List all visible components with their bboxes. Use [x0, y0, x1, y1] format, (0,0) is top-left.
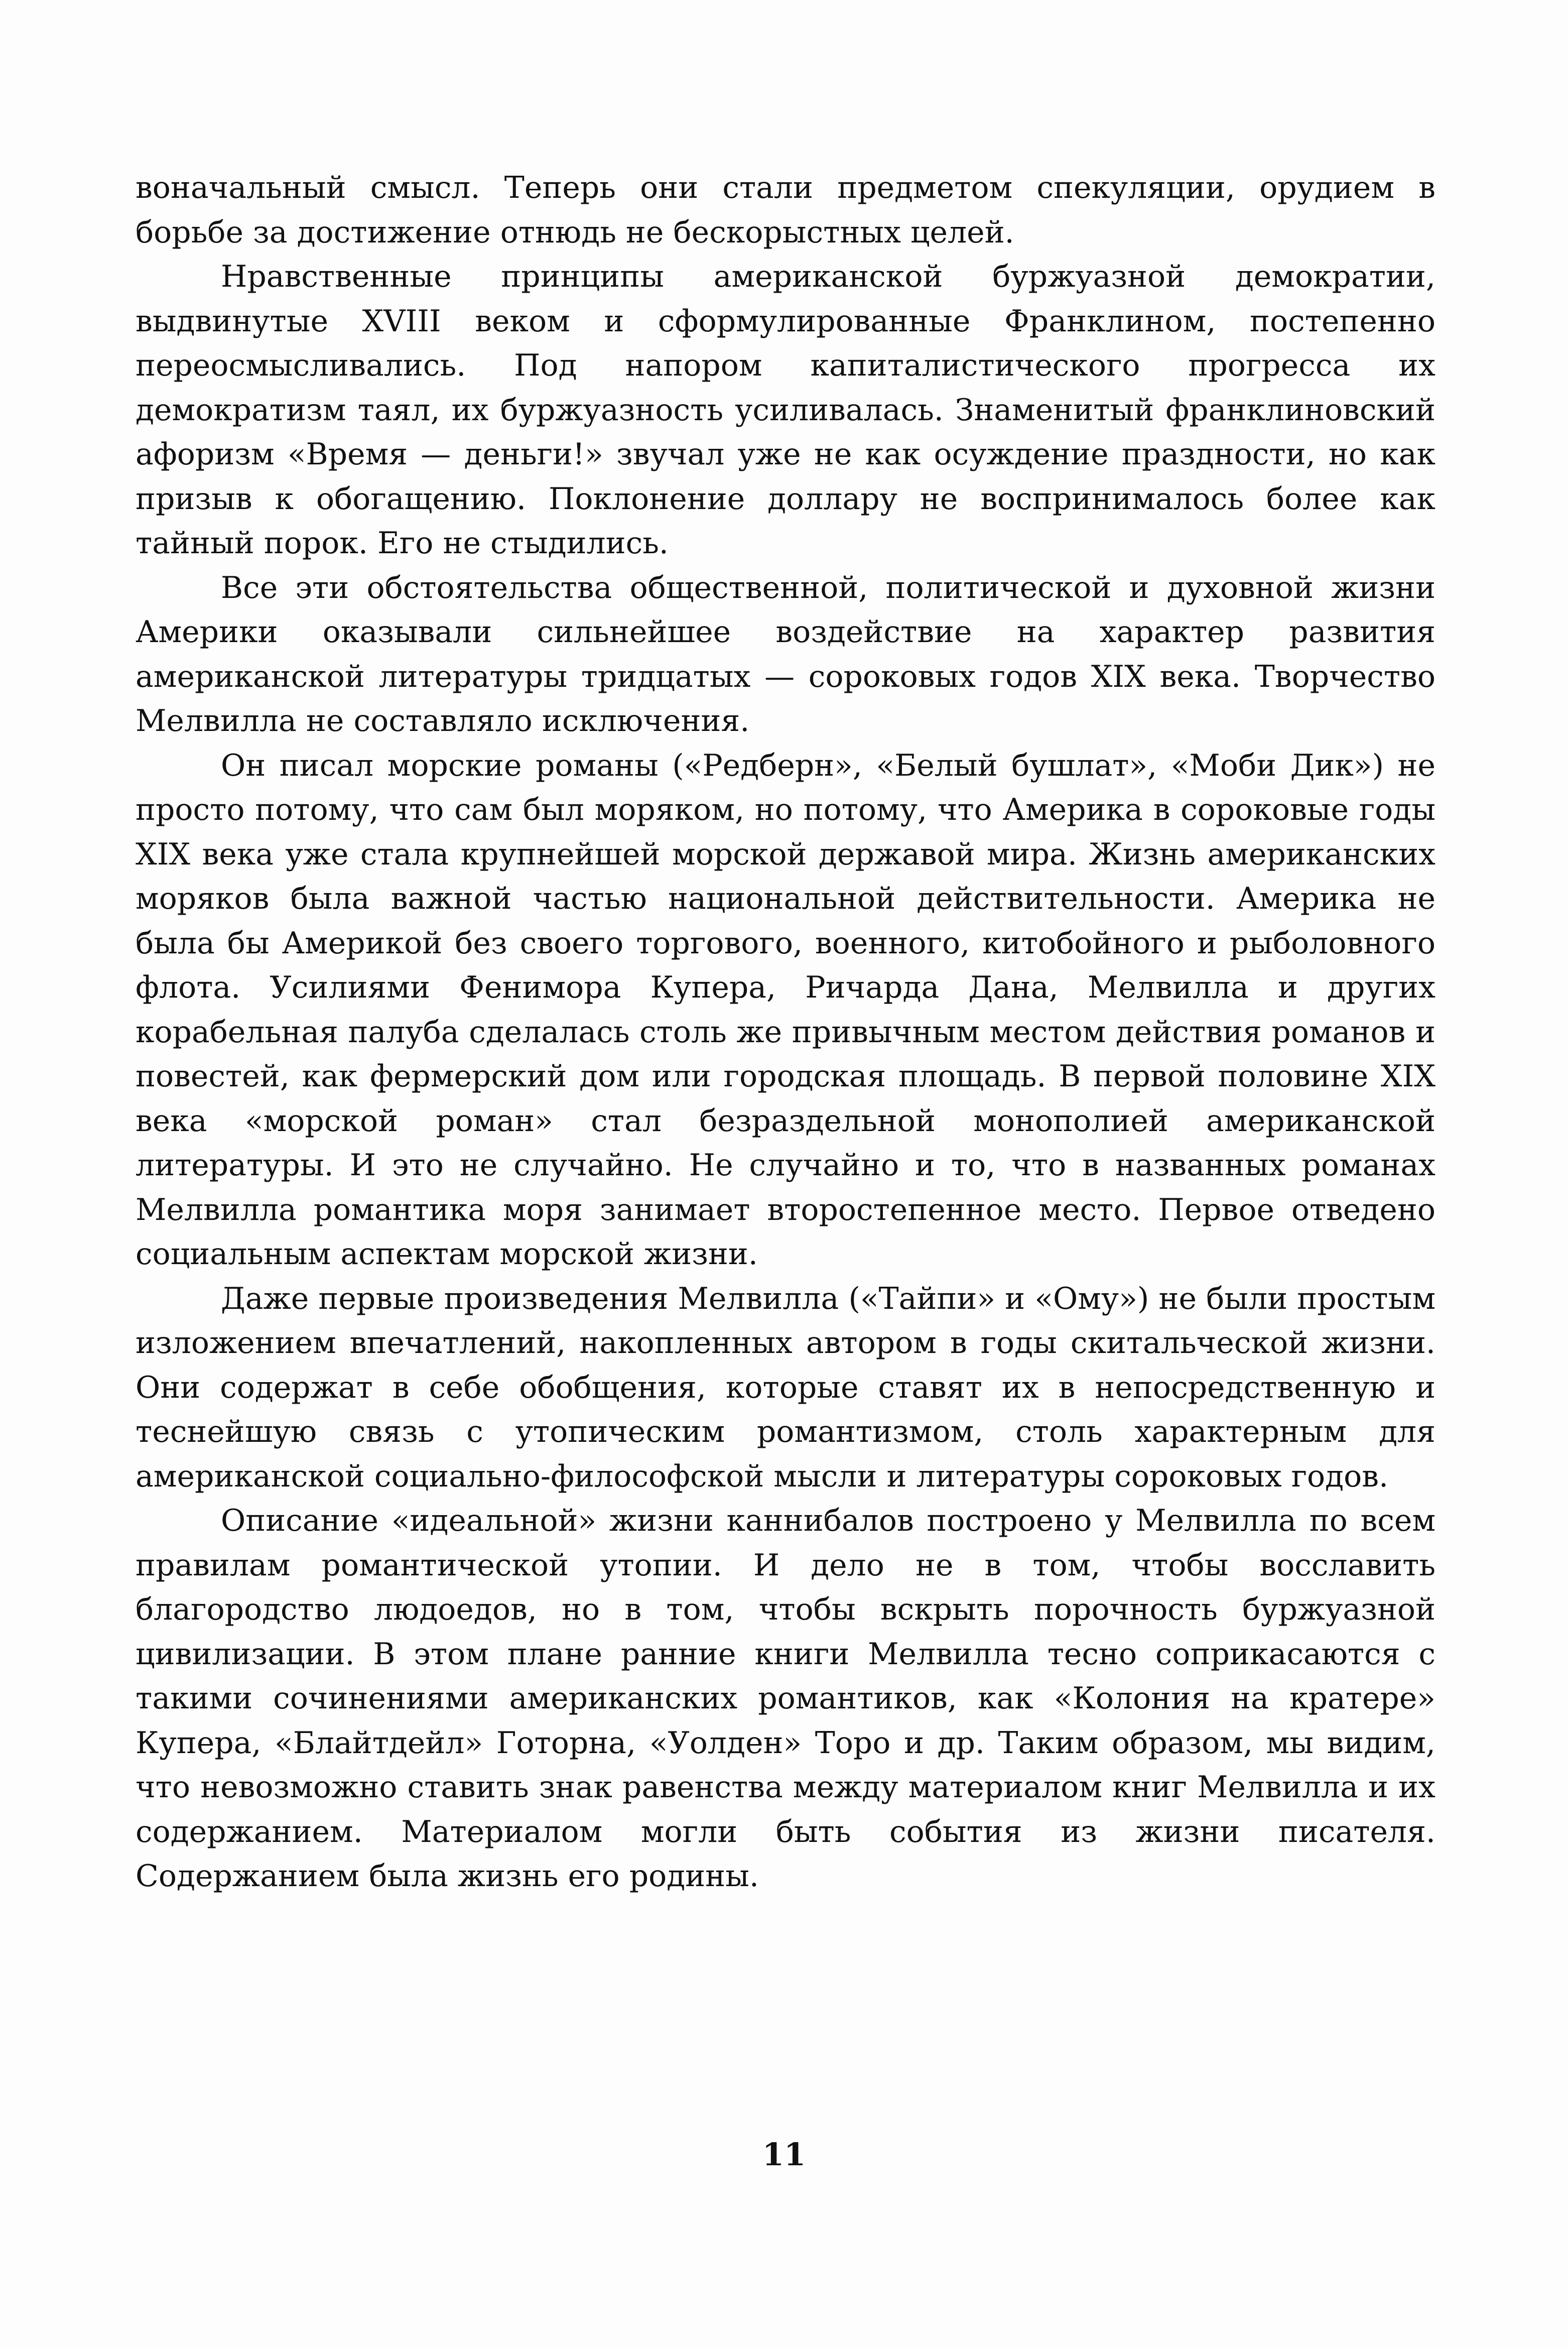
body-text [136, 166, 1435, 1899]
paragraph-6: Описание «идеальной» жизни каннибалов построено у Мелвилла по всем правилам романтической утопии. И дело не в том, чтобы восславить благородство людоедов, но в том, чтобы вскрыть порочность буржуазной цивилизации. В этом плане ранние книги Мелвилла тесно соприкасаются с такими сочинениями американских романтиков, как «Колония на кратере» Купера, «Блайтдейл» Готорна, «Уолден» Торо и др. Таким образом, мы видим, что невозможно ставить знак равенства между материалом книг Мелвилла и их содержанием. Материалом могли быть события из жизни писателя. Содержанием была жизнь его родины. [136, 1503, 1435, 1894]
paragraph-3: Все эти обстоятельства общественной, политической и духовной жизни Америки оказывали сильнейшее воздействие на характер развития американской литературы тридцатых — сороковых годов XIX века. Творчество Мелвилла не составляло исключения. [136, 570, 1435, 738]
page-number: 11 [762, 2136, 806, 2173]
paragraph-4: Он писал морские романы («Редберн», «Белый бушлат», «Моби Дик») не просто потому, что сам был моряком, но потому, что Америка в сороковые годы XIX века уже стала крупнейшей морской державой мира. Жизнь американских моряков была важной частью национальной действительности. Америка не была бы Америкой без своего торгового, военного, китобойного и рыболовного флота. Усилиями Фенимора Купера, Ричарда Дана, Мелвилла и других корабельная палуба сделалась столь же привычным местом действия романов и повестей, как фермерский дом или городская площадь. В первой половине XIX века «морской роман» стал безраздельной монополией американской литературы. И это не случайно. Не случайно и то, что в названных романах Мелвилла романтика моря занимает второстепенное место. Первое отведено социальным аспектам морской жизни. [136, 748, 1435, 1272]
paragraph-5: Даже первые произведения Мелвилла («Тайпи» и «Ому») не были простым изложением впечатлений, накопленных автором в годы скитальческой жизни. Они содержат в себе обобщения, которые ставят их в непосредственную и теснейшую связь с утопическим романтизмом, столь характерным для американской социально-философской мысли и литературы сороковых годов. [136, 1281, 1435, 1494]
paragraph-2: Нравственные принципы американской буржуазной демократии, выдвинутые XVIII веком и сформулированные Франклином, постепенно переосмысливались. Под напором капиталистического прогресса их демократизм таял, их буржуазность усиливалась. Знаменитый франклиновский афоризм «Время — деньги!» звучал уже не как осуждение праздности, но как призыв к обогащению. Поклонение доллару не воспринималось более как тайный порок. Его не стыдились. [136, 259, 1435, 561]
paragraph-1: воначальный смысл. Теперь они стали предметом спекуляции, орудием в борьбе за достижение отнюдь не бескорыстных целей. [136, 170, 1435, 250]
